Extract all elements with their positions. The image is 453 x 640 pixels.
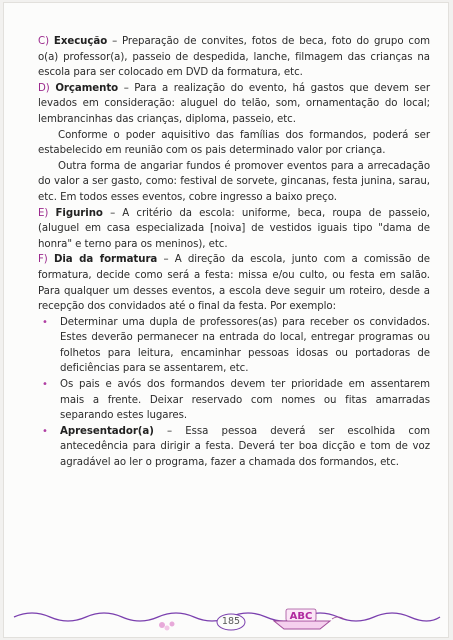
section-c-letter: C) [38, 36, 49, 47]
bullet-icon: • [42, 379, 48, 391]
section-d [38, 81, 430, 128]
section-f-title: Dia da formatura [53, 254, 158, 266]
bullet-text: Os pais e avós dos formandos devem ter prioridade em assentarem mais a frente. Deixar reservado com nomes ou fitas amarradas separando estes lugares. [60, 379, 430, 422]
section-d-paragraph-2: Outra forma de angariar fundos é promover eventos para a arrecadação do valor a ser gasto, como: festival de sorvete, gincanas, festa junina, sarau, etc. Em todos esses eventos, cobre ingresso a baixo preço. [38, 160, 430, 203]
section-d-paragraph-1: Conforme o poder aquisitivo das famílias dos formandos, poderá ser estabelecido em reunião com os pais determinado valor por criança. [38, 129, 430, 157]
section-f-text: – A direção da escola, junto com a comissão de formatura, decide como será a festa: missa e/ou culto, ou festa em salão. Para qualquer um desses eventos, a escola deve seguir um roteiro, desde a recepção dos convidados até o final da festa. Por exemplo: [38, 254, 430, 313]
list-item [38, 315, 430, 377]
page-content [38, 34, 430, 471]
list-item [38, 377, 430, 424]
section-f-letter: F) [38, 254, 48, 266]
list-item [38, 424, 430, 471]
bullet-icon: • [42, 425, 48, 437]
section-e-title: Figurino [55, 207, 103, 219]
section-e-letter: E) [38, 207, 49, 219]
section-c-text: – Preparação de convites, fotos de beca, foto do grupo com o(a) professor(a), passeio de despedida, lanche, filmagem das crianças na escola para ser colocado em DVD da formatura, etc. [38, 36, 430, 79]
section-d-title: Orçamento [55, 82, 119, 94]
flower-icon [159, 622, 175, 631]
bullet-strong: Apresentador(a) [60, 425, 154, 437]
bullet-text: Determinar uma dupla de professores(as) para receber os convidados. Estes deverão permanecer na entrada do local, entregar programas ou folhetos para leitura, encaminhar pessoas idosas ou portadoras de deficiências para se assentarem, etc. [60, 316, 430, 375]
page-number: 185 [221, 616, 241, 627]
bullet-icon: • [42, 316, 48, 328]
bullet-text: – Essa pessoa deverá ser escolhida com antecedência para dirigir a festa. Deverá ter boa dicção e tom de voz agradável ao ler o programa, fazer a chamada dos formandos, etc. [60, 425, 430, 469]
section-f [38, 252, 430, 314]
section-e [38, 206, 430, 253]
section-c [38, 34, 430, 81]
section-d-letter: D) [38, 82, 50, 94]
section-f-bullet-list [38, 315, 430, 471]
section-d-text: – Para a realização do evento, há gastos que devem ser levados em consideração: aluguel do telão, som, ornamentação do local; lembrancinhas das crianças, diploma, passeio, etc. [38, 82, 430, 125]
boat-icon [274, 609, 344, 629]
section-c-title: Execução [53, 36, 108, 47]
badge-text: ABC [289, 611, 313, 622]
document-page [3, 2, 449, 638]
section-e-text: – A critério da escola: uniforme, beca, roupa de passeio, (aluguel em casa especializada [noiva] de vestidos iguais tipo "dama de honra" e terno para os meninos), etc. [38, 207, 430, 250]
